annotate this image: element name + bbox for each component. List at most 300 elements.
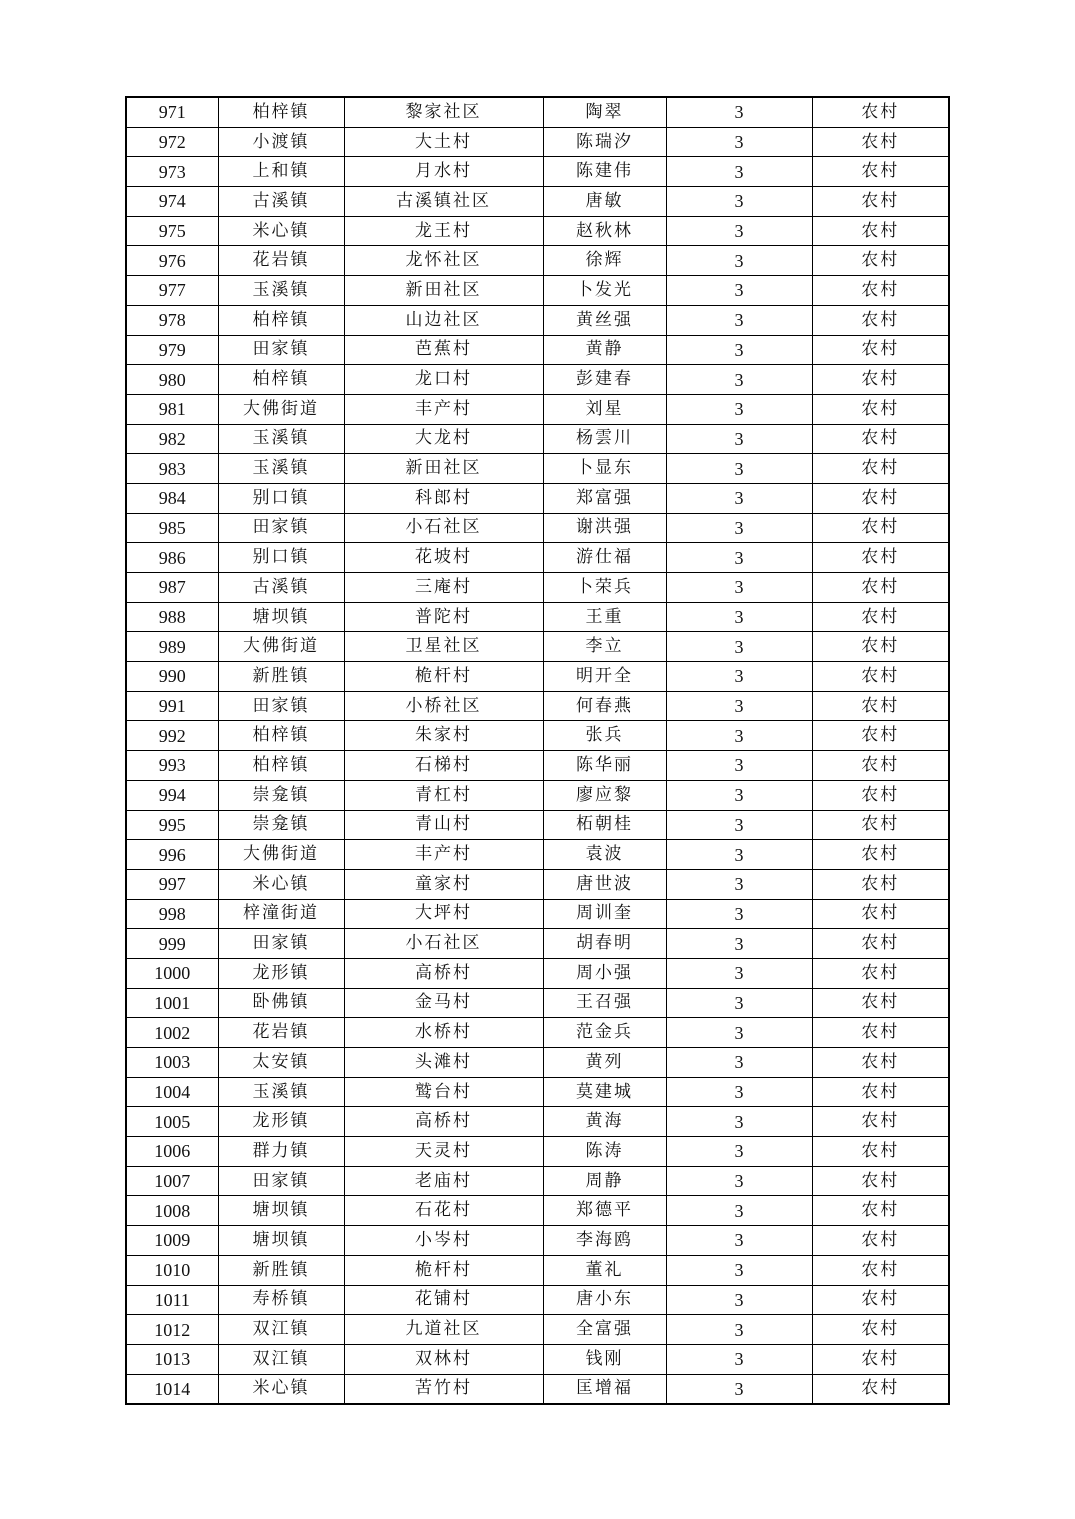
row-number-cell: 976 [126, 246, 218, 276]
name-cell: 黄列 [543, 1048, 666, 1078]
name-cell: 卜发光 [543, 276, 666, 306]
table-row [126, 483, 949, 513]
village-cell: 童家村 [344, 869, 543, 899]
count-cell: 3 [666, 1285, 812, 1315]
name-cell: 袁波 [543, 840, 666, 870]
category-cell: 农村 [812, 662, 949, 692]
village-cell: 桅杆村 [344, 1255, 543, 1285]
count-cell: 3 [666, 1077, 812, 1107]
row-number-cell: 971 [126, 97, 218, 127]
village-cell: 大龙村 [344, 424, 543, 454]
village-cell: 朱家村 [344, 721, 543, 751]
name-cell: 王召强 [543, 988, 666, 1018]
category-cell: 农村 [812, 1077, 949, 1107]
name-cell: 陶翠 [543, 97, 666, 127]
village-cell: 苦竹村 [344, 1374, 543, 1404]
count-cell: 3 [666, 751, 812, 781]
category-cell: 农村 [812, 899, 949, 929]
table-row [126, 1374, 949, 1404]
table-row [126, 1285, 949, 1315]
category-cell: 农村 [812, 1374, 949, 1404]
name-cell: 唐敏 [543, 187, 666, 217]
row-number-cell: 1010 [126, 1255, 218, 1285]
town-cell: 塘坝镇 [218, 602, 344, 632]
village-cell: 月水村 [344, 157, 543, 187]
village-cell: 天灵村 [344, 1137, 543, 1167]
village-cell: 高桥村 [344, 958, 543, 988]
name-cell: 卜显东 [543, 454, 666, 484]
category-cell: 农村 [812, 157, 949, 187]
village-cell: 古溪镇社区 [344, 187, 543, 217]
name-cell: 范金兵 [543, 1018, 666, 1048]
row-number-cell: 1013 [126, 1344, 218, 1374]
count-cell: 3 [666, 810, 812, 840]
table-row [126, 513, 949, 543]
town-cell: 柏梓镇 [218, 721, 344, 751]
table-row [126, 751, 949, 781]
count-cell: 3 [666, 632, 812, 662]
category-cell: 农村 [812, 988, 949, 1018]
town-cell: 玉溪镇 [218, 276, 344, 306]
row-number-cell: 994 [126, 780, 218, 810]
count-cell: 3 [666, 929, 812, 959]
town-cell: 大佛街道 [218, 394, 344, 424]
count-cell: 3 [666, 1048, 812, 1078]
town-cell: 玉溪镇 [218, 424, 344, 454]
table-row [126, 1344, 949, 1374]
category-cell: 农村 [812, 602, 949, 632]
row-number-cell: 993 [126, 751, 218, 781]
row-number-cell: 1005 [126, 1107, 218, 1137]
count-cell: 3 [666, 216, 812, 246]
village-cell: 新田社区 [344, 276, 543, 306]
category-cell: 农村 [812, 1285, 949, 1315]
count-cell: 3 [666, 1196, 812, 1226]
row-number-cell: 987 [126, 573, 218, 603]
roster-body [126, 97, 949, 1404]
table-row [126, 276, 949, 306]
category-cell: 农村 [812, 394, 949, 424]
name-cell: 李海鸥 [543, 1226, 666, 1256]
village-cell: 金马村 [344, 988, 543, 1018]
town-cell: 别口镇 [218, 543, 344, 573]
town-cell: 双江镇 [218, 1315, 344, 1345]
count-cell: 3 [666, 988, 812, 1018]
town-cell: 田家镇 [218, 335, 344, 365]
category-cell: 农村 [812, 1166, 949, 1196]
table-row [126, 632, 949, 662]
village-cell: 小石社区 [344, 513, 543, 543]
row-number-cell: 989 [126, 632, 218, 662]
table-row [126, 1196, 949, 1226]
town-cell: 米心镇 [218, 1374, 344, 1404]
name-cell: 李立 [543, 632, 666, 662]
town-cell: 龙形镇 [218, 958, 344, 988]
category-cell: 农村 [812, 721, 949, 751]
town-cell: 花岩镇 [218, 246, 344, 276]
category-cell: 农村 [812, 1137, 949, 1167]
table-row [126, 157, 949, 187]
count-cell: 3 [666, 869, 812, 899]
name-cell: 莫建城 [543, 1077, 666, 1107]
town-cell: 梓潼街道 [218, 899, 344, 929]
name-cell: 游仕福 [543, 543, 666, 573]
count-cell: 3 [666, 1315, 812, 1345]
village-cell: 高桥村 [344, 1107, 543, 1137]
table-row [126, 97, 949, 127]
village-cell: 普陀村 [344, 602, 543, 632]
row-number-cell: 1011 [126, 1285, 218, 1315]
row-number-cell: 979 [126, 335, 218, 365]
town-cell: 大佛街道 [218, 840, 344, 870]
village-cell: 芭蕉村 [344, 335, 543, 365]
name-cell: 陈涛 [543, 1137, 666, 1167]
category-cell: 农村 [812, 454, 949, 484]
row-number-cell: 1002 [126, 1018, 218, 1048]
name-cell: 卜荣兵 [543, 573, 666, 603]
count-cell: 3 [666, 127, 812, 157]
village-cell: 头滩村 [344, 1048, 543, 1078]
table-row [126, 543, 949, 573]
row-number-cell: 978 [126, 305, 218, 335]
village-cell: 花坡村 [344, 543, 543, 573]
town-cell: 群力镇 [218, 1137, 344, 1167]
table-row [126, 424, 949, 454]
table-row [126, 365, 949, 395]
category-cell: 农村 [812, 929, 949, 959]
village-cell: 大土村 [344, 127, 543, 157]
table-row [126, 691, 949, 721]
count-cell: 3 [666, 840, 812, 870]
town-cell: 古溪镇 [218, 573, 344, 603]
name-cell: 郑富强 [543, 483, 666, 513]
table-row [126, 454, 949, 484]
category-cell: 农村 [812, 1196, 949, 1226]
name-cell: 陈瑞汐 [543, 127, 666, 157]
count-cell: 3 [666, 1226, 812, 1256]
table-row [126, 988, 949, 1018]
name-cell: 张兵 [543, 721, 666, 751]
row-number-cell: 1001 [126, 988, 218, 1018]
count-cell: 3 [666, 721, 812, 751]
count-cell: 3 [666, 543, 812, 573]
category-cell: 农村 [812, 1018, 949, 1048]
name-cell: 匡增福 [543, 1374, 666, 1404]
town-cell: 柏梓镇 [218, 751, 344, 781]
count-cell: 3 [666, 602, 812, 632]
category-cell: 农村 [812, 780, 949, 810]
row-number-cell: 1009 [126, 1226, 218, 1256]
row-number-cell: 1000 [126, 958, 218, 988]
table-row [126, 1315, 949, 1345]
town-cell: 卧佛镇 [218, 988, 344, 1018]
count-cell: 3 [666, 365, 812, 395]
town-cell: 花岩镇 [218, 1018, 344, 1048]
table-row [126, 246, 949, 276]
village-cell: 小石社区 [344, 929, 543, 959]
town-cell: 田家镇 [218, 1166, 344, 1196]
count-cell: 3 [666, 958, 812, 988]
name-cell: 谢洪强 [543, 513, 666, 543]
name-cell: 刘星 [543, 394, 666, 424]
name-cell: 赵秋林 [543, 216, 666, 246]
village-cell: 龙王村 [344, 216, 543, 246]
row-number-cell: 1003 [126, 1048, 218, 1078]
town-cell: 小渡镇 [218, 127, 344, 157]
table-row [126, 780, 949, 810]
count-cell: 3 [666, 1374, 812, 1404]
town-cell: 双江镇 [218, 1344, 344, 1374]
row-number-cell: 973 [126, 157, 218, 187]
table-row [126, 1018, 949, 1048]
row-number-cell: 990 [126, 662, 218, 692]
count-cell: 3 [666, 97, 812, 127]
village-cell: 小桥社区 [344, 691, 543, 721]
row-number-cell: 986 [126, 543, 218, 573]
category-cell: 农村 [812, 543, 949, 573]
name-cell: 周训奎 [543, 899, 666, 929]
table-row [126, 810, 949, 840]
category-cell: 农村 [812, 1315, 949, 1345]
village-cell: 九道社区 [344, 1315, 543, 1345]
town-cell: 柏梓镇 [218, 365, 344, 395]
name-cell: 彭建春 [543, 365, 666, 395]
town-cell: 崇龛镇 [218, 810, 344, 840]
name-cell: 何春燕 [543, 691, 666, 721]
table-row [126, 840, 949, 870]
name-cell: 黄静 [543, 335, 666, 365]
table-row [126, 1048, 949, 1078]
category-cell: 农村 [812, 305, 949, 335]
count-cell: 3 [666, 305, 812, 335]
category-cell: 农村 [812, 424, 949, 454]
town-cell: 新胜镇 [218, 1255, 344, 1285]
village-cell: 石花村 [344, 1196, 543, 1226]
name-cell: 陈建伟 [543, 157, 666, 187]
name-cell: 明开全 [543, 662, 666, 692]
roster-table [125, 96, 950, 1405]
count-cell: 3 [666, 691, 812, 721]
row-number-cell: 983 [126, 454, 218, 484]
category-cell: 农村 [812, 810, 949, 840]
count-cell: 3 [666, 335, 812, 365]
name-cell: 钱刚 [543, 1344, 666, 1374]
category-cell: 农村 [812, 632, 949, 662]
name-cell: 杨雲川 [543, 424, 666, 454]
row-number-cell: 998 [126, 899, 218, 929]
category-cell: 农村 [812, 840, 949, 870]
village-cell: 花铺村 [344, 1285, 543, 1315]
category-cell: 农村 [812, 573, 949, 603]
town-cell: 上和镇 [218, 157, 344, 187]
category-cell: 农村 [812, 751, 949, 781]
category-cell: 农村 [812, 276, 949, 306]
town-cell: 柏梓镇 [218, 305, 344, 335]
village-cell: 石梯村 [344, 751, 543, 781]
name-cell: 黄海 [543, 1107, 666, 1137]
table-row [126, 721, 949, 751]
table-row [126, 305, 949, 335]
village-cell: 丰产村 [344, 840, 543, 870]
village-cell: 青山村 [344, 810, 543, 840]
table-row [126, 1255, 949, 1285]
town-cell: 塘坝镇 [218, 1196, 344, 1226]
table-row [126, 1137, 949, 1167]
village-cell: 龙怀社区 [344, 246, 543, 276]
row-number-cell: 1012 [126, 1315, 218, 1345]
count-cell: 3 [666, 1107, 812, 1137]
village-cell: 小岑村 [344, 1226, 543, 1256]
count-cell: 3 [666, 1344, 812, 1374]
village-cell: 黎家社区 [344, 97, 543, 127]
row-number-cell: 980 [126, 365, 218, 395]
name-cell: 董礼 [543, 1255, 666, 1285]
category-cell: 农村 [812, 187, 949, 217]
town-cell: 塘坝镇 [218, 1226, 344, 1256]
name-cell: 周小强 [543, 958, 666, 988]
town-cell: 田家镇 [218, 513, 344, 543]
count-cell: 3 [666, 1018, 812, 1048]
name-cell: 全富强 [543, 1315, 666, 1345]
village-cell: 新田社区 [344, 454, 543, 484]
row-number-cell: 977 [126, 276, 218, 306]
name-cell: 周静 [543, 1166, 666, 1196]
row-number-cell: 982 [126, 424, 218, 454]
row-number-cell: 999 [126, 929, 218, 959]
count-cell: 3 [666, 573, 812, 603]
town-cell: 新胜镇 [218, 662, 344, 692]
table-row [126, 573, 949, 603]
village-cell: 三庵村 [344, 573, 543, 603]
town-cell: 大佛街道 [218, 632, 344, 662]
category-cell: 农村 [812, 513, 949, 543]
table-row [126, 187, 949, 217]
row-number-cell: 981 [126, 394, 218, 424]
table-row [126, 1107, 949, 1137]
name-cell: 陈华丽 [543, 751, 666, 781]
row-number-cell: 997 [126, 869, 218, 899]
table-row [126, 958, 949, 988]
name-cell: 廖应黎 [543, 780, 666, 810]
count-cell: 3 [666, 1137, 812, 1167]
name-cell: 王重 [543, 602, 666, 632]
town-cell: 柏梓镇 [218, 97, 344, 127]
row-number-cell: 972 [126, 127, 218, 157]
village-cell: 双林村 [344, 1344, 543, 1374]
category-cell: 农村 [812, 1107, 949, 1137]
row-number-cell: 1004 [126, 1077, 218, 1107]
count-cell: 3 [666, 246, 812, 276]
row-number-cell: 996 [126, 840, 218, 870]
village-cell: 山边社区 [344, 305, 543, 335]
category-cell: 农村 [812, 483, 949, 513]
row-number-cell: 974 [126, 187, 218, 217]
table-row [126, 394, 949, 424]
village-cell: 水桥村 [344, 1018, 543, 1048]
count-cell: 3 [666, 899, 812, 929]
row-number-cell: 975 [126, 216, 218, 246]
town-cell: 田家镇 [218, 929, 344, 959]
table-row [126, 662, 949, 692]
town-cell: 别口镇 [218, 483, 344, 513]
row-number-cell: 984 [126, 483, 218, 513]
village-cell: 大坪村 [344, 899, 543, 929]
name-cell: 徐辉 [543, 246, 666, 276]
count-cell: 3 [666, 187, 812, 217]
town-cell: 玉溪镇 [218, 1077, 344, 1107]
table-row [126, 127, 949, 157]
table-row [126, 1166, 949, 1196]
count-cell: 3 [666, 1166, 812, 1196]
town-cell: 米心镇 [218, 216, 344, 246]
row-number-cell: 988 [126, 602, 218, 632]
table-row [126, 1077, 949, 1107]
count-cell: 3 [666, 780, 812, 810]
row-number-cell: 992 [126, 721, 218, 751]
village-cell: 龙口村 [344, 365, 543, 395]
table-row [126, 869, 949, 899]
table-row [126, 1226, 949, 1256]
row-number-cell: 1006 [126, 1137, 218, 1167]
count-cell: 3 [666, 1255, 812, 1285]
name-cell: 唐世波 [543, 869, 666, 899]
count-cell: 3 [666, 424, 812, 454]
name-cell: 郑德平 [543, 1196, 666, 1226]
village-cell: 卫星社区 [344, 632, 543, 662]
town-cell: 太安镇 [218, 1048, 344, 1078]
count-cell: 3 [666, 662, 812, 692]
name-cell: 黄丝强 [543, 305, 666, 335]
town-cell: 田家镇 [218, 691, 344, 721]
row-number-cell: 985 [126, 513, 218, 543]
table-row [126, 602, 949, 632]
village-cell: 鹫台村 [344, 1077, 543, 1107]
name-cell: 唐小东 [543, 1285, 666, 1315]
category-cell: 农村 [812, 1344, 949, 1374]
row-number-cell: 1007 [126, 1166, 218, 1196]
count-cell: 3 [666, 157, 812, 187]
row-number-cell: 1008 [126, 1196, 218, 1226]
town-cell: 米心镇 [218, 869, 344, 899]
town-cell: 崇龛镇 [218, 780, 344, 810]
category-cell: 农村 [812, 1226, 949, 1256]
name-cell: 胡春明 [543, 929, 666, 959]
row-number-cell: 995 [126, 810, 218, 840]
category-cell: 农村 [812, 691, 949, 721]
category-cell: 农村 [812, 335, 949, 365]
category-cell: 农村 [812, 365, 949, 395]
category-cell: 农村 [812, 958, 949, 988]
village-cell: 桅杆村 [344, 662, 543, 692]
town-cell: 龙形镇 [218, 1107, 344, 1137]
table-row [126, 335, 949, 365]
table-row [126, 216, 949, 246]
category-cell: 农村 [812, 246, 949, 276]
category-cell: 农村 [812, 127, 949, 157]
count-cell: 3 [666, 276, 812, 306]
town-cell: 寿桥镇 [218, 1285, 344, 1315]
town-cell: 古溪镇 [218, 187, 344, 217]
category-cell: 农村 [812, 97, 949, 127]
table-row [126, 929, 949, 959]
village-cell: 青杠村 [344, 780, 543, 810]
row-number-cell: 1014 [126, 1374, 218, 1404]
village-cell: 丰产村 [344, 394, 543, 424]
category-cell: 农村 [812, 216, 949, 246]
category-cell: 农村 [812, 1255, 949, 1285]
count-cell: 3 [666, 513, 812, 543]
category-cell: 农村 [812, 869, 949, 899]
